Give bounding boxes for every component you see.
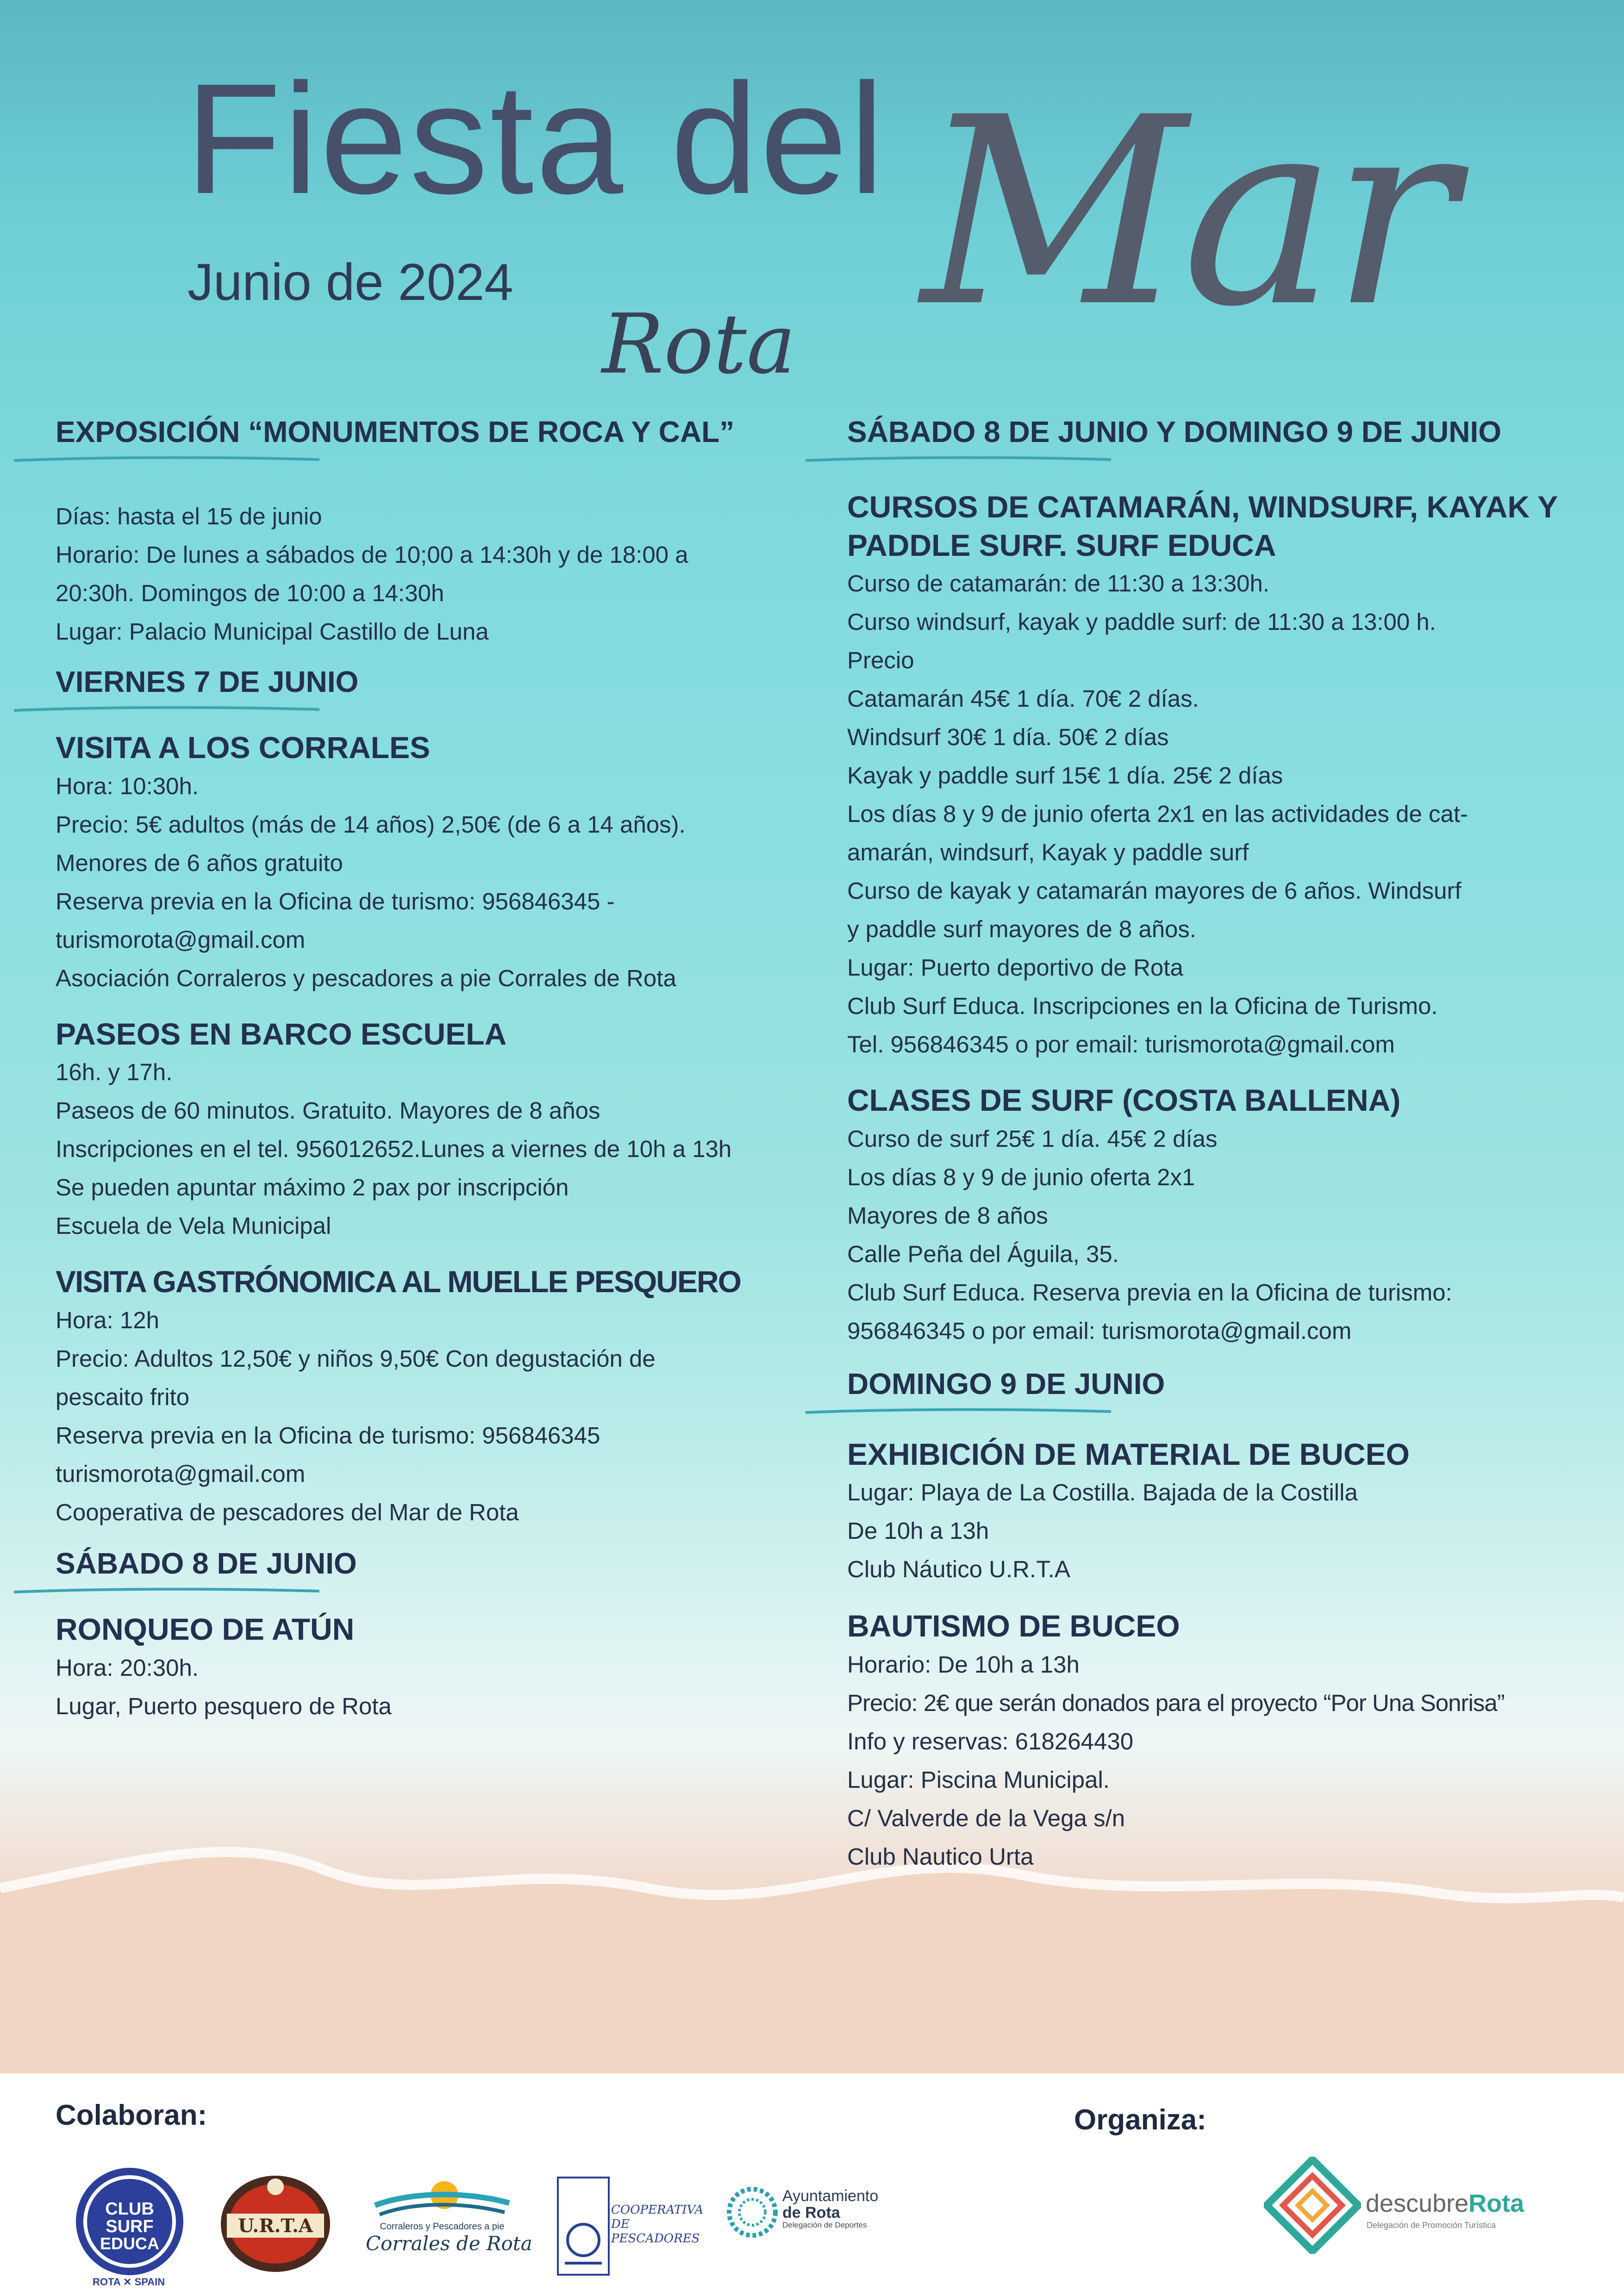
- text-line: y paddle surf mayores de 8 años.: [847, 916, 1197, 943]
- text-line: Lugar: Puerto deportivo de Rota: [847, 954, 1183, 981]
- text-line: Menores de 6 años gratuito: [56, 849, 343, 876]
- text-line: Hora: 12h: [56, 1307, 159, 1333]
- title-mar: Mar: [921, 62, 1451, 364]
- club-surf-educa-badge-icon: [74, 2166, 185, 2277]
- text-line: Hora: 10:30h.: [56, 772, 199, 799]
- text-line: 956846345 o por email: turismorota@gmail.com: [847, 1317, 1352, 1344]
- section-heading-sabado: SÁBADO 8 DE JUNIO: [56, 1546, 357, 1580]
- text-line: De 10h a 13h: [847, 1518, 989, 1544]
- heading-underline: [806, 1408, 1111, 1414]
- event-title-surf: CLASES DE SURF (COSTA BALLENA): [847, 1083, 1401, 1118]
- logo-text: SURF: [106, 2217, 154, 2236]
- corrales-de-rota-logo: [366, 2178, 532, 2270]
- text-line: Hora: 20:30h.: [56, 1654, 199, 1681]
- text-line: Lugar: Playa de La Costilla. Bajada de la Costilla: [847, 1479, 1358, 1506]
- event-lines-cursos: [847, 564, 1597, 1064]
- text-line: Club Nautico Urta: [847, 1843, 1034, 1870]
- logo-text-spain: SPAIN: [134, 2276, 165, 2288]
- text-line: Horario: De 10h a 13h: [847, 1651, 1080, 1678]
- text-line: Curso de kayak y catamarán mayores de 6 años. Windsurf: [847, 877, 1462, 904]
- text-line: Mayores de 8 años: [847, 1202, 1048, 1229]
- urta-badge-icon: [218, 2168, 333, 2275]
- event-lines-exposicion: [56, 497, 796, 651]
- text-line: Curso de surf 25€ 1 día. 45€ 2 días: [847, 1125, 1218, 1152]
- right-column: [847, 417, 1597, 1876]
- event-title-corrales: VISITA A LOS CORRALES: [56, 730, 431, 765]
- text-line: Club Náutico U.R.T.A: [847, 1556, 1070, 1583]
- event-lines-paseos: [56, 1053, 796, 1245]
- logo-small-text: Corraleros y Pescadores a pie: [380, 2221, 505, 2232]
- text-line: Kayak y paddle surf 15€ 1 día. 25€ 2 días: [847, 762, 1283, 789]
- heading-underline: [14, 456, 319, 462]
- heading-underline: [806, 456, 1111, 462]
- cooperativa-emblem-icon: [556, 2175, 611, 2277]
- section-heading-viernes: VIERNES 7 DE JUNIO: [56, 665, 359, 699]
- text-line: Club Surf Educa. Reserva previa en la Oficina de turismo:: [847, 1279, 1452, 1306]
- text-line: Cooperativa de pescadores del Mar de Rota: [56, 1499, 519, 1525]
- text-line: Reserva previa en la Oficina de turismo: 956846345 -: [56, 888, 615, 915]
- text-line: Curso windsurf, kayak y paddle surf: de 11:30 a 13:00 h.: [847, 609, 1436, 635]
- cooperativa-logo: [556, 2175, 704, 2277]
- logo-text: descubre: [1366, 2190, 1469, 2217]
- section-heading-sabado-domingo: SÁBADO 8 DE JUNIO Y DOMINGO 9 DE JUNIO: [847, 415, 1502, 448]
- ayuntamiento-emblem-icon: [725, 2184, 780, 2240]
- event-title-cursos-2: PADDLE SURF. SURF EDUCA: [847, 528, 1276, 562]
- text-line: Asociación Corraleros y pescadores a pie Corrales de Rota: [56, 964, 676, 991]
- heading-underline: [14, 1587, 319, 1594]
- logo-subtext: ROTA ✕ SPAIN: [93, 2276, 165, 2288]
- logo-text: CLUB: [105, 2199, 154, 2219]
- logo-text-rota: ROTA: [93, 2276, 120, 2288]
- club-surf-educa-logo: [74, 2166, 185, 2288]
- descubre-rota-logo: [1264, 2157, 1523, 2259]
- logo-text: Delegación de Promoción Turística: [1367, 2221, 1496, 2230]
- heading-underline: [14, 706, 319, 712]
- text-line: Lugar: Piscina Municipal.: [847, 1766, 1110, 1793]
- text-line: Paseos de 60 minutos. Gratuito. Mayores de 8 años: [56, 1097, 600, 1124]
- text-line: Precio: Adultos 12,50€ y niños 9,50€ Con degustación de: [56, 1345, 656, 1372]
- text-line: Los días 8 y 9 de junio oferta 2x1: [847, 1164, 1195, 1190]
- text-line: Se pueden apuntar máximo 2 pax por inscripción: [56, 1174, 569, 1201]
- text-line: Catamarán 45€ 1 día. 70€ 2 días.: [847, 685, 1199, 712]
- event-lines-ronqueo: [56, 1649, 796, 1725]
- logo-wordmark: [1366, 2189, 1524, 2218]
- text-line: Precio: 5€ adultos (más de 14 años) 2,50€ (de 6 a 14 años).: [56, 811, 686, 838]
- text-line: Los días 8 y 9 de junio oferta 2x1 en las actividades de cat-: [847, 801, 1468, 828]
- logo-text: Ayuntamiento: [782, 2187, 879, 2205]
- text-line: Info y reservas: 618264430: [847, 1728, 1134, 1755]
- descubre-rota-emblem-icon: [1264, 2157, 1361, 2254]
- event-title-buceo: EXHIBICIÓN DE MATERIAL DE BUCEO: [847, 1437, 1410, 1471]
- text-line: Reserva previa en la Oficina de turismo: 956846345: [56, 1422, 600, 1449]
- text-line: turismorota@gmail.com: [56, 1460, 306, 1487]
- text-line: Lugar: Palacio Municipal Castillo de Luna: [56, 618, 489, 645]
- event-title-gastronomica: VISITA GASTRÓNOMICA AL MUELLE PESQUERO: [56, 1264, 741, 1299]
- event-lines-bautismo: [847, 1645, 1597, 1876]
- text-line: Calle Peña del Águila, 35.: [847, 1240, 1119, 1267]
- logo-text: Rota: [1468, 2190, 1524, 2217]
- logo-text: Corrales de Rota: [366, 2232, 532, 2255]
- text-line: 16h. y 17h.: [56, 1059, 173, 1086]
- left-column: [56, 417, 796, 1725]
- text-line: C/ Valverde de la Vega s/n: [847, 1804, 1125, 1831]
- event-lines-surf: [847, 1120, 1597, 1350]
- logo-text: EDUCA: [100, 2234, 160, 2253]
- ayuntamiento-rota-logo: [725, 2184, 900, 2245]
- logo-text: de Rota: [782, 2203, 840, 2221]
- text-line: Club Surf Educa. Inscripciones en la Oficina de Turismo.: [847, 993, 1438, 1020]
- event-title-bautismo: BAUTISMO DE BUCEO: [847, 1609, 1180, 1643]
- text-line: amarán, windsurf, Kayak y paddle surf: [847, 839, 1249, 866]
- title-fiesta-del: Fiesta del: [185, 51, 887, 227]
- colaboran-label: Colaboran:: [56, 2099, 207, 2131]
- text-line: turismorota@gmail.com: [56, 926, 306, 953]
- text-line: Inscripciones en el tel. 956012652.Lunes a viernes de 10h a 13h: [56, 1136, 732, 1163]
- organiza-label: Organiza:: [1074, 2104, 1206, 2136]
- text-line: Precio: 2€ que serán donados para el proyecto “Por Una Sonrisa”: [847, 1689, 1505, 1716]
- event-title-cursos-1: CURSOS DE CATAMARÁN, WINDSURF, KAYAK Y: [847, 490, 1558, 524]
- text-line: pescaito frito: [56, 1383, 190, 1410]
- title-date: Junio de 2024: [187, 253, 513, 311]
- urta-logo: [218, 2168, 333, 2275]
- text-line: Lugar, Puerto pesquero de Rota: [56, 1692, 392, 1719]
- corrales-sun-wave-icon: [366, 2178, 518, 2219]
- event-title-ronqueo: RONQUEO DE ATÚN: [56, 1612, 355, 1647]
- event-title-paseos: PASEOS EN BARCO ESCUELA: [56, 1016, 507, 1051]
- logo-text: COOPERATIVA DE PESCADORES: [611, 2203, 704, 2246]
- text-line: Días: hasta el 15 de junio: [56, 503, 322, 530]
- text-line: Windsurf 30€ 1 día. 50€ 2 días: [847, 724, 1169, 751]
- text-line: Escuela de Vela Municipal: [56, 1213, 331, 1239]
- event-lines-corrales: [56, 767, 796, 997]
- section-heading-exposicion: EXPOSICIÓN “MONUMENTOS DE ROCA Y CAL”: [56, 415, 735, 448]
- section-heading-domingo: DOMINGO 9 DE JUNIO: [847, 1367, 1165, 1400]
- text-line: Precio: [847, 647, 914, 674]
- text-line: Tel. 956846345 o por email: turismorota@gmail.com: [847, 1031, 1395, 1058]
- event-lines-buceo: [847, 1473, 1597, 1588]
- logo-text: U.R.T.A: [238, 2215, 313, 2237]
- title-town: Rota: [602, 296, 796, 392]
- text-line: Curso de catamarán: de 11:30 a 13:30h.: [847, 570, 1269, 597]
- logo-text: Delegación de Deportes: [782, 2221, 867, 2230]
- text-line: 20:30h. Domingos de 10:00 a 14:30h: [56, 580, 444, 607]
- text-line: Horario: De lunes a sábados de 10;00 a 14:30h y de 18:00 a: [56, 541, 688, 568]
- event-lines-gastronomica: [56, 1301, 796, 1531]
